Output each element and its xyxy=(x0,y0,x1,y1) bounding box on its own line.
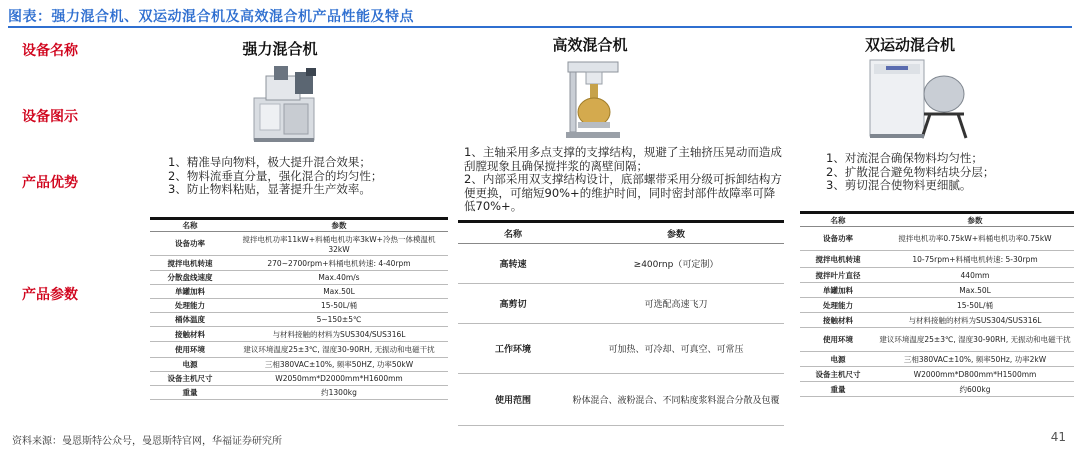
row-label-advantages: 产品优势 xyxy=(22,175,78,191)
advantages-2: 1、主轴采用多点支撑的支撑结构，规避了主轴挤压晃动而造成刮膛现象且确保搅拌浆的离壁间隔； 2、内部采用双支撑结构设计，底部螺带采用分级可拆卸结构方便更换，可缩短90%+的维护时间，同时密封部件故障率可降低70%+。 xyxy=(464,145,782,213)
param-value: Max.50L xyxy=(230,285,448,299)
params-table-3 xyxy=(800,211,1074,397)
param-value: 可选配高速飞刀 xyxy=(568,284,784,324)
param-key: 桶体温度 xyxy=(150,313,230,327)
advantages-1: 1、精准导向物料，极大提升混合效果； 2、物料流垂直分量，强化混合的均匀性； 3、防止物料粘贴，显著提升生产效率。 xyxy=(168,155,383,196)
params-header-value: 参数 xyxy=(230,219,448,232)
param-value: 10-75rpm+料桶电机转速: 5-30rpm xyxy=(876,251,1074,268)
param-key: 搅拌叶片直径 xyxy=(800,268,876,283)
param-key: 使用范围 xyxy=(458,374,568,426)
param-value: 与材料接触的材料为SUS304/SUS316L xyxy=(876,313,1074,328)
param-value: 建议环境温度25±3℃, 湿度30-90RH, 无振动和电磁干扰 xyxy=(876,328,1074,352)
machine-name-1: 强力混合机 xyxy=(242,40,318,58)
param-value: 15-50L/桶 xyxy=(230,299,448,313)
param-key: 工作环境 xyxy=(458,324,568,374)
params-header-value: 参数 xyxy=(568,222,784,244)
param-key: 设备功率 xyxy=(800,227,876,251)
param-value: 270~2700rpm+料桶电机转速: 4-40rpm xyxy=(230,256,448,271)
params-table-2 xyxy=(458,220,784,426)
machine-name-3: 双运动混合机 xyxy=(864,36,955,54)
param-value: 与材料接触的材料为SUS304/SUS316L xyxy=(230,327,448,342)
param-value: 可加热、可冷却、可真空、可常压 xyxy=(568,324,784,374)
param-value: 约600kg xyxy=(876,382,1074,397)
param-key: 接触材料 xyxy=(150,327,230,342)
param-value: 5~150±5℃ xyxy=(230,313,448,327)
param-key: 接触材料 xyxy=(800,313,876,328)
dual-motion-mixer-image xyxy=(866,54,970,142)
param-key: 搅拌电机转速 xyxy=(800,251,876,268)
param-key: 处理能力 xyxy=(800,298,876,313)
params-header-key: 名称 xyxy=(458,222,568,244)
param-value: 440mm xyxy=(876,268,1074,283)
param-key: 设备主机尺寸 xyxy=(150,372,230,386)
param-value: 15-50L/桶 xyxy=(876,298,1074,313)
machine-name-2: 高效混合机 xyxy=(552,36,628,54)
param-key: 单罐加料 xyxy=(800,283,876,298)
param-key: 分散盘线速度 xyxy=(150,271,230,285)
param-value: W2000mm*D800mm*H1500mm xyxy=(876,367,1074,382)
params-table-1 xyxy=(150,217,448,400)
param-key: 搅拌电机转速 xyxy=(150,256,230,271)
param-value: Max.40m/s xyxy=(230,271,448,285)
params-header-key: 名称 xyxy=(800,213,876,227)
advantages-3: 1、对流混合确保物料均匀性； 2、扩散混合避免物料结块分层； 3、剪切混合使物料更细腻。 xyxy=(826,151,995,192)
row-label-params: 产品参数 xyxy=(22,287,78,303)
param-key: 电源 xyxy=(800,352,876,367)
params-header-key: 名称 xyxy=(150,219,230,232)
param-value: 搅拌电机功率11kW+料桶电机功率3kW+冷热一体模温机32kW xyxy=(230,232,448,256)
title-underline xyxy=(8,26,1072,28)
page-title: 图表：强力混合机、双运动混合机及高效混合机产品性能及特点 xyxy=(8,9,414,25)
param-key: 高剪切 xyxy=(458,284,568,324)
param-key: 单罐加料 xyxy=(150,285,230,299)
param-key: 处理能力 xyxy=(150,299,230,313)
param-value: 搅拌电机功率0.75kW+料桶电机功率0.75kW xyxy=(876,227,1074,251)
intensive-mixer-image xyxy=(240,62,328,144)
param-value: W2050mm*D2000mm*H1600mm xyxy=(230,372,448,386)
efficient-mixer-image xyxy=(558,56,628,140)
param-key: 电源 xyxy=(150,358,230,372)
param-value: 建议环境温度25±3℃, 湿度30-90RH, 无振动和电磁干扰 xyxy=(230,342,448,358)
param-value: Max.50L xyxy=(876,283,1074,298)
params-header-value: 参数 xyxy=(876,213,1074,227)
param-value: ≥400rnp（可定制） xyxy=(568,244,784,284)
param-key: 设备主机尺寸 xyxy=(800,367,876,382)
param-key: 设备功率 xyxy=(150,232,230,256)
param-value: 粉体混合、液粉混合、不同粘度浆料混合分散及包覆 xyxy=(568,374,784,426)
source-footer: 资料来源：曼恩斯特公众号，曼恩斯特官网，华福证券研究所 xyxy=(12,436,282,447)
param-key: 高转速 xyxy=(458,244,568,284)
page-number: 41 xyxy=(1050,430,1066,444)
param-value: 三相380VAC±10%, 频率50HZ, 功率50kW xyxy=(230,358,448,372)
row-label-image: 设备图示 xyxy=(22,109,78,125)
param-key: 使用环境 xyxy=(800,328,876,352)
param-value: 约1300kg xyxy=(230,386,448,400)
param-key: 使用环境 xyxy=(150,342,230,358)
param-value: 三相380VAC±10%, 频率50Hz, 功率2kW xyxy=(876,352,1074,367)
param-key: 重量 xyxy=(150,386,230,400)
param-key: 重量 xyxy=(800,382,876,397)
row-label-name: 设备名称 xyxy=(22,43,78,59)
